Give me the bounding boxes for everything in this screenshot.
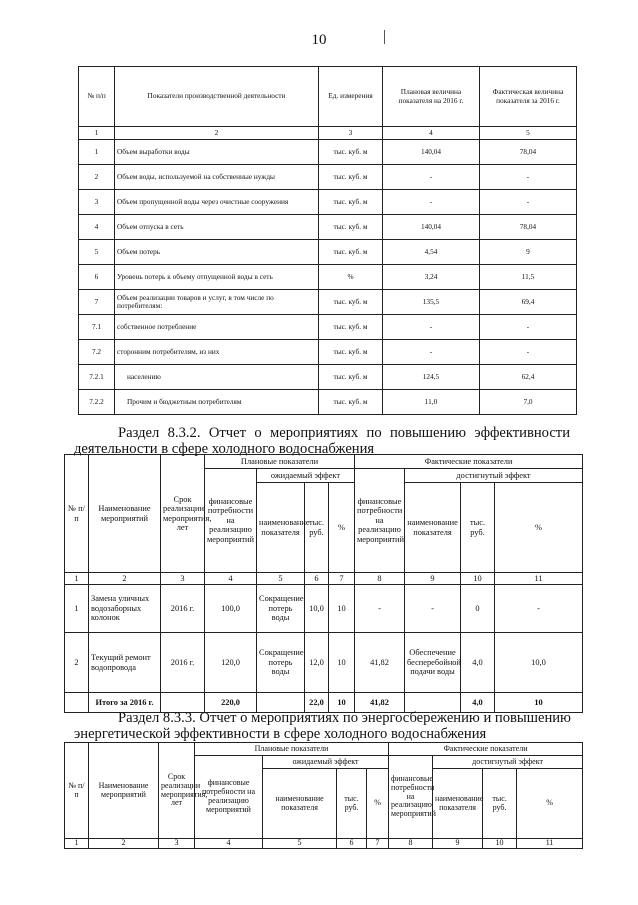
cell: - — [355, 585, 405, 633]
header-cell: наименование показателя — [257, 483, 305, 573]
cell: 2016 г. — [161, 585, 205, 633]
header-cell: Наименование мероприятий — [89, 743, 159, 839]
cell: 0 — [461, 585, 495, 633]
cell: Прочим и бюджетным потребителям — [115, 390, 319, 415]
header-cell: наименование показателя — [433, 769, 483, 839]
index-cell: 9 — [405, 573, 461, 585]
cell: 10 — [329, 633, 355, 693]
cell: тыс. куб. м — [319, 390, 383, 415]
cell: - — [383, 190, 480, 215]
cell: Замена уличных водозаборных колонок — [89, 585, 161, 633]
cell: 3 — [79, 190, 115, 215]
index-cell: 4 — [205, 573, 257, 585]
header-cell: финансовые потребности на реализацию мероприятий — [389, 756, 433, 839]
cell: Объем воды, используемой на собственные нужды — [115, 165, 319, 190]
header-cell: Плановая величина показателя на 2016 г. — [383, 67, 480, 127]
cell: сторонним потребителям, из них — [115, 340, 319, 365]
total-cell: 10 — [495, 693, 583, 713]
header-cell: № п/п — [79, 67, 115, 127]
cell: 140,04 — [383, 140, 480, 165]
table-row — [65, 633, 583, 693]
header-cell: % — [329, 483, 355, 573]
index-cell: 1 — [65, 573, 89, 585]
cell: - — [480, 315, 577, 340]
index-row — [79, 127, 577, 140]
production-indicators-table — [78, 66, 577, 415]
table-row — [79, 165, 577, 190]
cell: тыс. куб. м — [319, 215, 383, 240]
index-cell: 7 — [367, 839, 389, 849]
total-cell: 41,82 — [355, 693, 405, 713]
cell: Текущий ремонт водопровода — [89, 633, 161, 693]
cell: 2 — [65, 633, 89, 693]
index-cell: 4 — [195, 839, 263, 849]
header-cell: наименование показателя — [405, 483, 461, 573]
table-row — [79, 240, 577, 265]
index-cell: 3 — [319, 127, 383, 140]
index-cell: 6 — [305, 573, 329, 585]
cell: 41,82 — [355, 633, 405, 693]
index-cell: 5 — [480, 127, 577, 140]
header-cell: Фактическая величина показателя за 2016 г. — [480, 67, 577, 127]
cell: 11,5 — [480, 265, 577, 290]
index-cell: 9 — [433, 839, 483, 849]
cell: 3,24 — [383, 265, 480, 290]
index-cell: 10 — [483, 839, 517, 849]
cell: Объем выработки воды — [115, 140, 319, 165]
cell: тыс. куб. м — [319, 315, 383, 340]
header-cell: Срок реализации мероприятия, лет — [161, 455, 205, 573]
index-cell: 3 — [161, 573, 205, 585]
header-cell: Фактические показатели — [355, 455, 583, 469]
cell: 11,0 — [383, 390, 480, 415]
index-cell: 3 — [159, 839, 195, 849]
index-cell: 1 — [79, 127, 115, 140]
header-cell: № п/ п — [65, 743, 89, 839]
cell: 7.2.1 — [79, 365, 115, 390]
header-cell: Показатели производственной деятельности — [115, 67, 319, 127]
table-row — [79, 390, 577, 415]
cell: % — [319, 265, 383, 290]
header-cell: Плановые показатели — [205, 455, 355, 469]
section-heading-line1: Раздел 8.3.2. Отчет о мероприятиях по повышению эффективности — [118, 425, 570, 441]
section-heading-line2: деятельности в сфере холодного водоснабжения — [74, 441, 375, 457]
header-cell: № п/ п — [65, 455, 89, 573]
cell: Объем пропущенной воды через очистные сооружения — [115, 190, 319, 215]
cell: 4,0 — [461, 633, 495, 693]
total-label: Итого за 2016 г. — [89, 693, 161, 713]
cell: Объем реализации товаров и услуг, в том числе по потребителям: — [115, 290, 319, 315]
cell: 7.1 — [79, 315, 115, 340]
table-row — [79, 215, 577, 240]
index-cell: 10 — [461, 573, 495, 585]
table-header-row — [79, 67, 577, 127]
cell: - — [495, 585, 583, 633]
cell: 10,0 — [305, 585, 329, 633]
index-cell: 1 — [65, 839, 89, 849]
header-cell: % — [495, 483, 583, 573]
index-cell: 2 — [89, 573, 161, 585]
index-cell: 6 — [337, 839, 367, 849]
header-cell: Фактические показатели — [389, 743, 583, 756]
cell: - — [383, 340, 480, 365]
index-cell: 2 — [89, 839, 159, 849]
index-cell: 2 — [115, 127, 319, 140]
header-cell: финансовые потребности на реализацию мероприятий — [355, 469, 405, 573]
section-heading-line1: Раздел 8.3.3. Отчет о мероприятиях по энергосбережению и повышению — [118, 710, 571, 726]
index-cell: 5 — [257, 573, 305, 585]
section-heading-line2: энергетической эффективности в сфере холодного водоснабжения — [74, 726, 487, 742]
header-cell: наименование показателя — [263, 769, 337, 839]
cell: населению — [115, 365, 319, 390]
header-cell: % — [517, 769, 583, 839]
total-cell: 4,0 — [461, 693, 495, 713]
cell: Объем отпуска в сеть — [115, 215, 319, 240]
index-row — [65, 573, 583, 585]
header-cell: финансовые потребности на реализацию мероприятий — [205, 469, 257, 573]
cell: тыс. куб. м — [319, 290, 383, 315]
cell — [65, 693, 89, 713]
cell: тыс. куб. м — [319, 190, 383, 215]
cell: 100,0 — [205, 585, 257, 633]
table-row — [79, 290, 577, 315]
header-cell: ожидаемый эффект — [263, 756, 389, 769]
table-row — [79, 140, 577, 165]
cell: 12,0 — [305, 633, 329, 693]
cell: 2 — [79, 165, 115, 190]
cell: 7.2.2 — [79, 390, 115, 415]
cell: - — [383, 315, 480, 340]
energy-saving-table — [64, 742, 583, 849]
header-cell: Срок реализации мероприятия, лет — [159, 743, 195, 839]
table-row — [79, 265, 577, 290]
cell: Сокращение потерь воды — [257, 633, 305, 693]
cell: 4,54 — [383, 240, 480, 265]
cell: 5 — [79, 240, 115, 265]
index-cell: 8 — [389, 839, 433, 849]
cell: 62,4 — [480, 365, 577, 390]
cell: - — [405, 585, 461, 633]
total-cell: 22,0 — [305, 693, 329, 713]
header-cell: % — [367, 769, 389, 839]
cell: 120,0 — [205, 633, 257, 693]
index-cell: 7 — [329, 573, 355, 585]
header-cell: достигнутый эффект — [433, 756, 583, 769]
index-cell: 5 — [263, 839, 337, 849]
table-row — [79, 190, 577, 215]
cell: - — [383, 165, 480, 190]
cell: - — [480, 165, 577, 190]
cell: - — [480, 340, 577, 365]
cell: тыс. куб. м — [319, 140, 383, 165]
cell: тыс. куб. м — [319, 165, 383, 190]
cell: Объем потерь — [115, 240, 319, 265]
cell: тыс. куб. м — [319, 240, 383, 265]
cell: 10 — [329, 585, 355, 633]
index-cell: 11 — [517, 839, 583, 849]
cell: 9 — [480, 240, 577, 265]
cell: 7.2 — [79, 340, 115, 365]
header-cell: ожидаемый эффект — [257, 469, 355, 483]
cell: 10,0 — [495, 633, 583, 693]
efficiency-measures-table — [64, 454, 583, 713]
cell: 135,5 — [383, 290, 480, 315]
cell: 140,04 — [383, 215, 480, 240]
header-row — [65, 455, 583, 469]
cell: 4 — [79, 215, 115, 240]
cell: Уровень потерь к объему отпущенной воды в сеть — [115, 265, 319, 290]
table-row — [65, 585, 583, 633]
cell: 69,4 — [480, 290, 577, 315]
table-row — [79, 340, 577, 365]
cell: тыс. куб. м — [319, 340, 383, 365]
page-number: 10 — [311, 32, 327, 48]
cell: собственное потребление — [115, 315, 319, 340]
cell: 124,5 — [383, 365, 480, 390]
cell: 6 — [79, 265, 115, 290]
table-row — [79, 315, 577, 340]
cell: 7 — [79, 290, 115, 315]
header-cell: тыс. руб. — [461, 483, 495, 573]
cell: 7,0 — [480, 390, 577, 415]
scan-mark — [384, 30, 385, 44]
cell: - — [480, 190, 577, 215]
header-cell: тыс. руб. — [305, 483, 329, 573]
header-cell: Ед. измерения — [319, 67, 383, 127]
header-cell: достигнутый эффект — [405, 469, 583, 483]
header-cell: Наименование мероприятий — [89, 455, 161, 573]
index-cell: 4 — [383, 127, 480, 140]
header-row — [65, 743, 583, 756]
cell: Обеспечение бесперебойной подачи воды — [405, 633, 461, 693]
header-cell: финансовые потребности на реализацию мероприятий — [195, 756, 263, 839]
cell: 78,04 — [480, 215, 577, 240]
cell: 2016 г. — [161, 633, 205, 693]
cell: 78,04 — [480, 140, 577, 165]
cell: тыс. куб. м — [319, 365, 383, 390]
total-cell: 220,0 — [205, 693, 257, 713]
header-cell: тыс. руб. — [337, 769, 367, 839]
table-row — [79, 365, 577, 390]
header-cell: тыс. руб. — [483, 769, 517, 839]
total-cell: 10 — [329, 693, 355, 713]
cell: Сокращение потерь воды — [257, 585, 305, 633]
index-row — [65, 839, 583, 849]
index-cell: 8 — [355, 573, 405, 585]
header-cell: Плановые показатели — [195, 743, 389, 756]
cell: 1 — [65, 585, 89, 633]
index-cell: 11 — [495, 573, 583, 585]
cell: 1 — [79, 140, 115, 165]
